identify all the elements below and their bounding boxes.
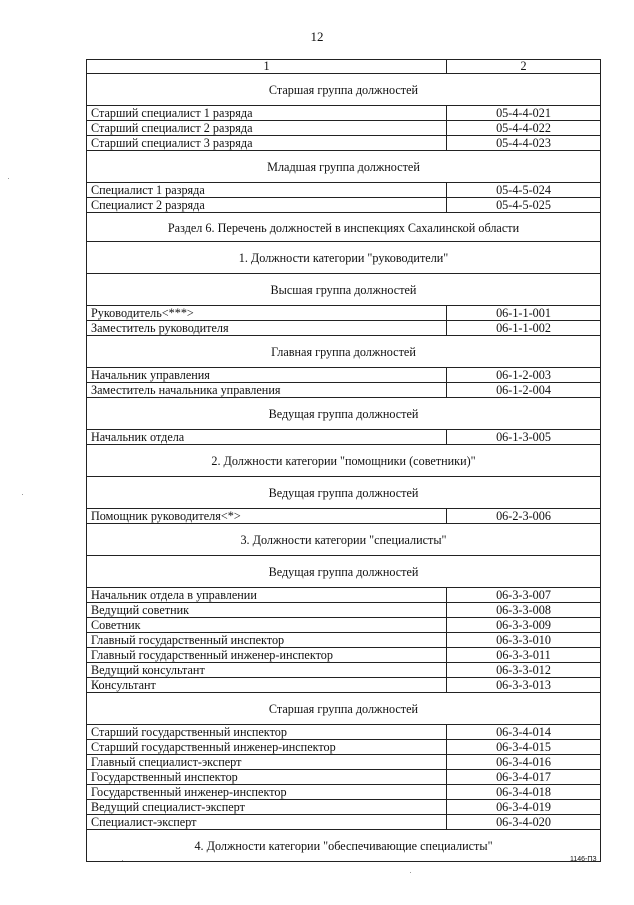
position-code: 06-1-2-003	[447, 368, 601, 383]
table-row	[87, 509, 601, 524]
table-row	[87, 770, 601, 785]
group-heading: Старшая группа должностей	[87, 74, 601, 106]
position-name: Руководитель<***>	[87, 306, 447, 321]
position-name: Старший государственный инспектор	[87, 725, 447, 740]
position-name: Заместитель начальника управления	[87, 383, 447, 398]
table-row	[87, 725, 601, 740]
group-heading-row	[87, 336, 601, 368]
column-header-2: 2	[447, 60, 601, 74]
table-row	[87, 785, 601, 800]
position-code: 05-4-5-025	[447, 198, 601, 213]
position-name: Ведущий консультант	[87, 663, 447, 678]
table-row	[87, 183, 601, 198]
position-name: Государственный инспектор	[87, 770, 447, 785]
group-heading: Младшая группа должностей	[87, 151, 601, 183]
group-heading-row	[87, 213, 601, 242]
group-heading-row	[87, 693, 601, 725]
group-heading-row	[87, 556, 601, 588]
table-row	[87, 106, 601, 121]
group-heading-row	[87, 477, 601, 509]
position-name: Старший государственный инженер-инспектор	[87, 740, 447, 755]
table-row	[87, 430, 601, 445]
group-heading-row	[87, 151, 601, 183]
group-heading-row	[87, 74, 601, 106]
position-code: 05-4-4-023	[447, 136, 601, 151]
group-heading-row	[87, 242, 601, 274]
position-code: 06-3-3-013	[447, 678, 601, 693]
group-heading: Главная группа должностей	[87, 336, 601, 368]
group-heading: Ведущая группа должностей	[87, 556, 601, 588]
position-name: Старший специалист 1 разряда	[87, 106, 447, 121]
group-heading: Ведущая группа должностей	[87, 477, 601, 509]
group-heading-row	[87, 445, 601, 477]
position-code: 05-4-5-024	[447, 183, 601, 198]
position-code: 06-1-1-002	[447, 321, 601, 336]
table-row	[87, 136, 601, 151]
table-row	[87, 663, 601, 678]
group-heading: 2. Должности категории "помощники (советники)"	[87, 445, 601, 477]
group-heading: 3. Должности категории "специалисты"	[87, 524, 601, 556]
position-name: Начальник отдела в управлении	[87, 588, 447, 603]
group-heading: Ведущая группа должностей	[87, 398, 601, 430]
table-row	[87, 198, 601, 213]
position-code: 06-3-4-014	[447, 725, 601, 740]
position-code: 06-1-1-001	[447, 306, 601, 321]
table-row	[87, 800, 601, 815]
table-row	[87, 755, 601, 770]
position-code: 05-4-4-021	[447, 106, 601, 121]
position-name: Ведущий специалист-эксперт	[87, 800, 447, 815]
group-heading-row	[87, 398, 601, 430]
position-code: 06-3-4-016	[447, 755, 601, 770]
position-name: Главный государственный инспектор	[87, 633, 447, 648]
position-code: 06-3-3-008	[447, 603, 601, 618]
position-name: Старший специалист 3 разряда	[87, 136, 447, 151]
group-heading: 1. Должности категории "руководители"	[87, 242, 601, 274]
table-row	[87, 633, 601, 648]
position-name: Главный специалист-эксперт	[87, 755, 447, 770]
position-code: 06-3-3-012	[447, 663, 601, 678]
group-heading: 4. Должности категории "обеспечивающие специалисты"	[87, 830, 601, 862]
position-name: Советник	[87, 618, 447, 633]
table-row	[87, 740, 601, 755]
group-heading-row	[87, 830, 601, 862]
document-footer-code: 1146-ПЗ	[570, 856, 597, 863]
position-name: Консультант	[87, 678, 447, 693]
position-name: Старший специалист 2 разряда	[87, 121, 447, 136]
position-code: 06-3-4-015	[447, 740, 601, 755]
positions-table	[86, 59, 601, 862]
table-row	[87, 678, 601, 693]
table-row	[87, 306, 601, 321]
scan-speck	[122, 860, 123, 861]
page-number: 12	[310, 29, 324, 44]
position-code: 06-1-2-004	[447, 383, 601, 398]
position-code: 06-3-4-019	[447, 800, 601, 815]
positions-table-body	[87, 60, 601, 862]
position-code: 05-4-4-022	[447, 121, 601, 136]
position-code: 06-3-3-009	[447, 618, 601, 633]
position-name: Специалист 1 разряда	[87, 183, 447, 198]
position-name: Помощник руководителя<*>	[87, 509, 447, 524]
position-code: 06-3-3-010	[447, 633, 601, 648]
table-row	[87, 321, 601, 336]
table-row	[87, 383, 601, 398]
group-heading-row	[87, 274, 601, 306]
position-code: 06-3-4-020	[447, 815, 601, 830]
position-name: Специалист-эксперт	[87, 815, 447, 830]
table-row	[87, 588, 601, 603]
scan-speck	[8, 178, 9, 179]
position-code: 06-2-3-006	[447, 509, 601, 524]
table-row	[87, 603, 601, 618]
table-row	[87, 815, 601, 830]
group-heading: Старшая группа должностей	[87, 693, 601, 725]
table-row	[87, 618, 601, 633]
group-heading: Высшая группа должностей	[87, 274, 601, 306]
scan-speck	[22, 494, 23, 495]
position-name: Заместитель руководителя	[87, 321, 447, 336]
group-heading-row	[87, 524, 601, 556]
position-name: Ведущий советник	[87, 603, 447, 618]
position-code: 06-1-3-005	[447, 430, 601, 445]
position-code: 06-3-3-011	[447, 648, 601, 663]
position-name: Государственный инженер-инспектор	[87, 785, 447, 800]
column-header-1: 1	[87, 60, 447, 74]
table-row	[87, 368, 601, 383]
scan-speck	[410, 872, 411, 873]
position-code: 06-3-3-007	[447, 588, 601, 603]
position-code: 06-3-4-017	[447, 770, 601, 785]
position-name: Главный государственный инженер-инспектор	[87, 648, 447, 663]
table-header-row	[87, 60, 601, 74]
position-name: Специалист 2 разряда	[87, 198, 447, 213]
position-code: 06-3-4-018	[447, 785, 601, 800]
table-row	[87, 648, 601, 663]
group-heading: Раздел 6. Перечень должностей в инспекциях Сахалинской области	[87, 213, 601, 242]
position-name: Начальник отдела	[87, 430, 447, 445]
position-name: Начальник управления	[87, 368, 447, 383]
table-row	[87, 121, 601, 136]
